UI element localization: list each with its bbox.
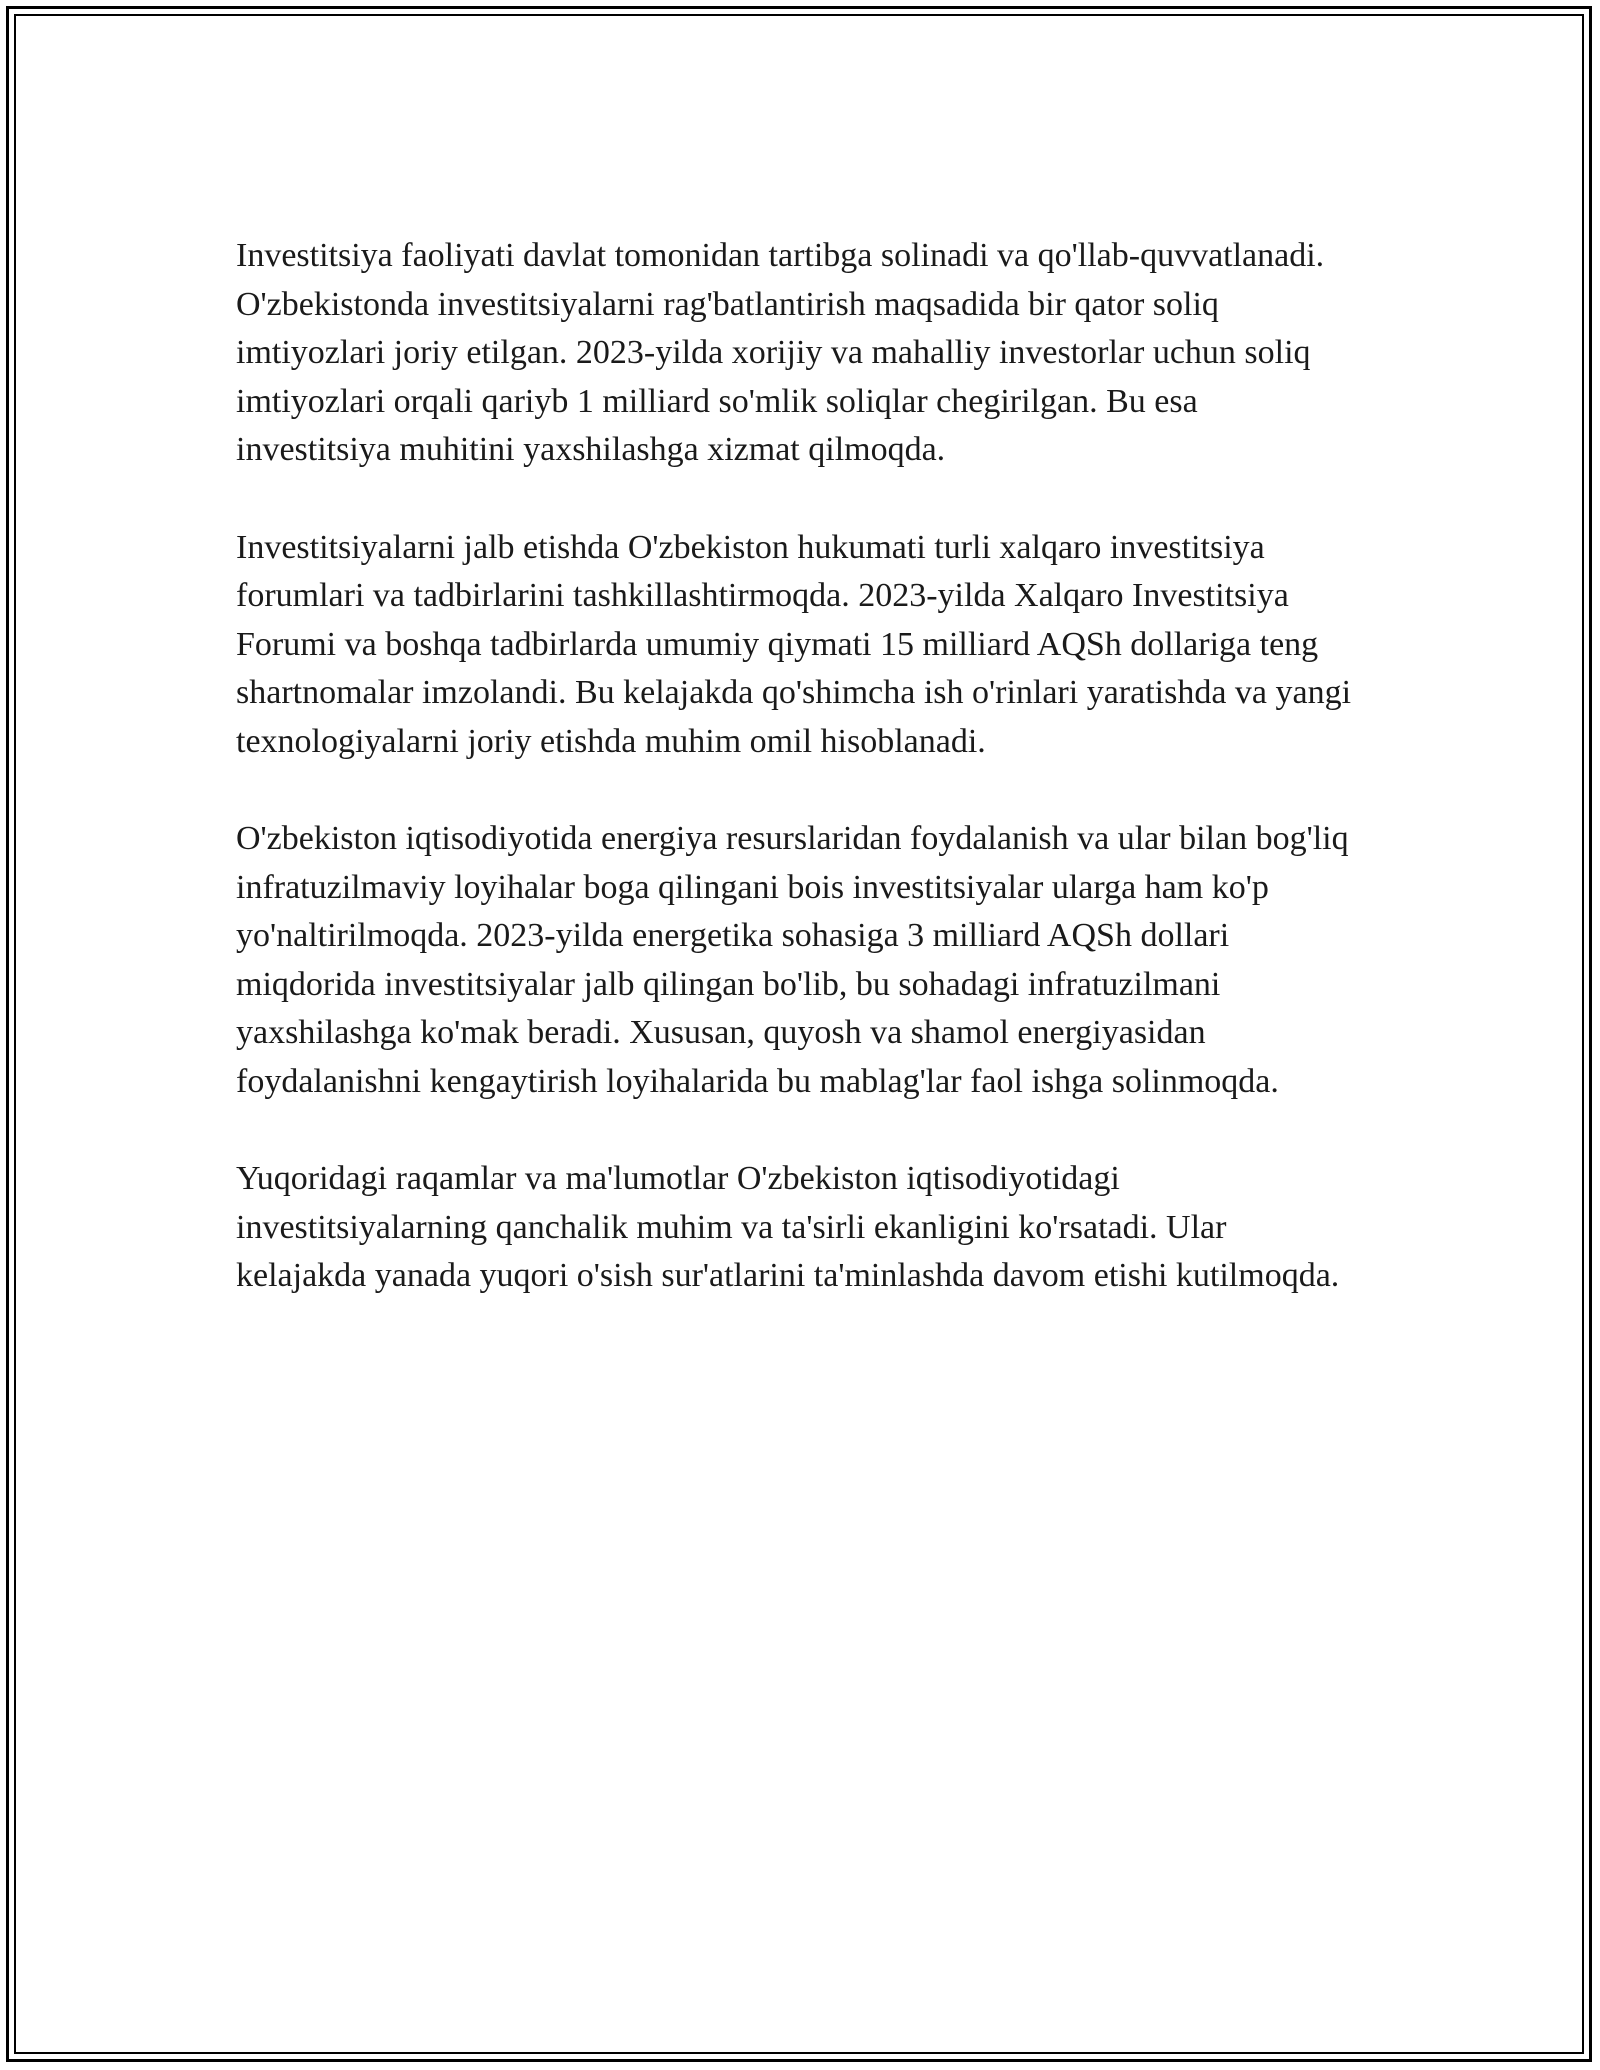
document-body: [236, 232, 1361, 1350]
paragraph-2: Investitsiyalarni jalb etishda O'zbekiston hukumati turli xalqaro investitsiya forumlari va tadbirlarini tashkillashtirmoqda. 2023-yilda Xalqaro Investitsiya Forumi va boshqa tadbirlarda umumiy qiymati 15 milliard AQSh dollariga teng shartnomalar imzolandi. Bu kelajakda qo'shimcha ish o'rinlari yaratishda va yangi texnologiyalarni joriy etishda muhim omil hisoblanadi.: [236, 528, 1352, 760]
paragraph-3: O'zbekiston iqtisodiyotida energiya resurslaridan foydalanish va ular bilan bog'liq infratuzilmaviy loyihalar boga qilingani bois investitsiyalar ularga ham ko'p yo'naltirilmoqda. 2023-yilda energetika sohasiga 3 milliard AQSh dollari miqdorida investitsiyalar jalb qilingan bo'lib, bu sohadagi infratuzilmani yaxshilashga ko'mak beradi. Xususan, quyosh va shamol energiyasidan foydalanishni kengaytirish loyihalarida bu mablag'lar faol ishga solinmoqda.: [236, 820, 1349, 1100]
paragraph-4: Yuqoridagi raqamlar va ma'lumotlar O'zbekiston iqtisodiyotidagi investitsiyalarning qanchalik muhim va ta'sirli ekanligini ko'rsatadi. Ular kelajakda yanada yuqori o'sish sur'atlarini ta'minlashda davom etishi kutilmoqda.: [236, 1160, 1340, 1294]
paragraph-1: Investitsiya faoliyati davlat tomonidan tartibga solinadi va qo'llab-quvvatlanadi. O'zbekistonda investitsiyalarni rag'batlantirish maqsadida bir qator soliq imtiyozlari joriy etilgan. 2023-yilda xorijiy va mahalliy investorlar uchun soliq imtiyozlari orqali qariyb 1 milliard so'mlik soliqlar chegirilgan. Bu esa investitsiya muhitini yaxshilashga xizmat qilmoqda.: [236, 237, 1325, 468]
